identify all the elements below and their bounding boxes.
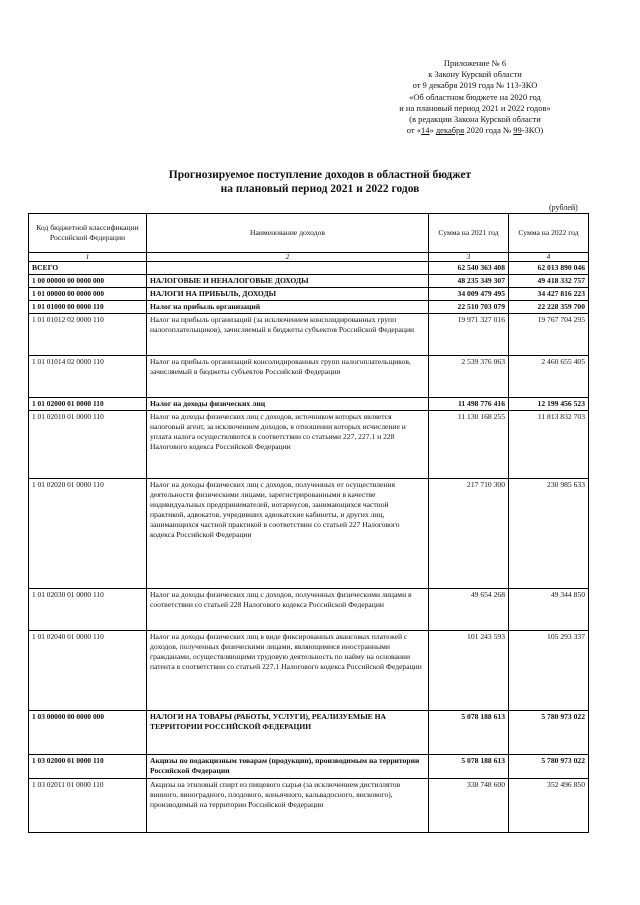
table-row — [29, 288, 589, 301]
header-sum-2021: Сумма на 2021 год — [429, 214, 509, 253]
table-row — [29, 711, 589, 755]
row-value-2022: 34 427 816 223 — [509, 288, 589, 301]
row-code: 1 01 02040 01 0000 110 — [29, 631, 147, 711]
units-label: (рублей) — [549, 203, 578, 212]
edition-mid: » — [429, 125, 436, 136]
header-sum-2022: Сумма на 2022 год — [509, 214, 589, 253]
edition-month: декабря — [435, 125, 465, 136]
document-title — [60, 168, 580, 196]
table-row — [29, 398, 589, 411]
appendix-line: и на плановый период 2021 и 2022 годов» — [399, 102, 551, 113]
edition-suffix: -ЗКО) — [521, 125, 544, 136]
appendix-block — [360, 58, 590, 136]
row-value-2021: 62 540 363 408 — [429, 262, 509, 275]
row-name: НАЛОГИ НА ПРИБЫЛЬ, ДОХОДЫ — [147, 288, 429, 301]
row-name: Налог на доходы физических лиц — [147, 398, 429, 411]
edition-year: 2020 года № — [464, 125, 514, 136]
row-name: Налог на доходы физических лиц в виде фиксированных авансовых платежей с доходов, полученных физическими лицами, являющимися иностранными гражданами, осуществляющими трудовую деятельность по найму на основании патента в соответствии со статьей 227.1 Налогового кодекса Российской Федерации — [147, 631, 429, 711]
appendix-edition-line — [360, 125, 590, 136]
row-value-2022: 352 496 850 — [509, 779, 589, 833]
revenue-table — [28, 213, 589, 833]
row-code: 1 01 01014 02 0000 110 — [29, 356, 147, 398]
row-name: Налог на доходы физических лиц с доходов, полученных физическими лицами в соответствии со статьей 228 Налогового кодекса Российской Федерации — [147, 589, 429, 631]
row-value-2021: 34 009 479 495 — [429, 288, 509, 301]
row-value-2021: 101 243 593 — [429, 631, 509, 711]
row-name: Налог на доходы физических лиц с доходов, полученных от осуществления деятельности физическими лицами, зарегистрированными в качестве индивидуальных предпринимателей, нотариусов, занимающихся частной практикой, адвокатов, учредивших адвокатские кабинеты, и других лиц, занимающихся частной практикой в соответствии со статьей 227 Налогового кодекса Российской Федерации — [147, 479, 429, 589]
header-code: Код бюджетной классификации Российской Федерации — [29, 214, 147, 253]
row-value-2022: 2 460 655 405 — [509, 356, 589, 398]
row-code: 1 01 01000 00 0000 110 — [29, 301, 147, 314]
row-code: 1 01 02000 01 0000 110 — [29, 398, 147, 411]
row-name: Налог на прибыль организаций консолидированных групп налогоплательщиков, зачисляемый в бюджеты субъектов Российской Федерации — [147, 356, 429, 398]
row-name: Налог на прибыль организаций (за исключением консолидированных групп налогоплательщиков), зачисляемый в бюджеты субъектов Российской Федерации — [147, 314, 429, 356]
appendix-line: от 9 декабря 2019 года № 113-ЗКО — [412, 80, 538, 91]
column-number: 1 — [29, 253, 147, 262]
row-code: 1 01 02030 01 0000 110 — [29, 589, 147, 631]
row-code: 1 01 02020 01 0000 110 — [29, 479, 147, 589]
table-row — [29, 411, 589, 479]
table-row — [29, 356, 589, 398]
row-value-2022: 5 780 973 022 — [509, 755, 589, 779]
row-value-2022: 62 013 890 046 — [509, 262, 589, 275]
row-value-2022: 105 293 337 — [509, 631, 589, 711]
row-value-2022: 11 813 832 703 — [509, 411, 589, 479]
appendix-line: к Закону Курской области — [428, 69, 522, 80]
table-row — [29, 589, 589, 631]
row-code: 1 01 00000 00 0000 000 — [29, 288, 147, 301]
row-code: ВСЕГО — [29, 262, 147, 275]
header-name: Наименование доходов — [147, 214, 429, 253]
appendix-line: «Об областном бюджете на 2020 год — [409, 91, 541, 102]
table-row — [29, 779, 589, 833]
row-code: 1 03 02000 01 0000 110 — [29, 755, 147, 779]
table-row-total — [29, 262, 589, 275]
table-row — [29, 275, 589, 288]
row-name: НАЛОГИ НА ТОВАРЫ (РАБОТЫ, УСЛУГИ), РЕАЛИЗУЕМЫЕ НА ТЕРРИТОРИИ РОССИЙСКОЙ ФЕДЕРАЦИИ — [147, 711, 429, 755]
row-value-2022: 19 767 704 295 — [509, 314, 589, 356]
row-value-2022: 5 780 973 022 — [509, 711, 589, 755]
appendix-line: (в редакции Закона Курской области — [409, 114, 541, 125]
edition-day: 14 — [420, 125, 430, 136]
table-row — [29, 755, 589, 779]
table-row — [29, 631, 589, 711]
row-name: Акцизы на этиловый спирт из пищевого сырья (за исключением дистиллятов винного, виноградного, плодового, коньячного, кальвадосного, вискового), производимый на территории Российской Федерации — [147, 779, 429, 833]
row-code: 1 03 02011 01 0000 110 — [29, 779, 147, 833]
row-value-2021: 11 498 776 416 — [429, 398, 509, 411]
row-value-2021: 19 971 327 016 — [429, 314, 509, 356]
title-line-1: Прогнозируемое поступление доходов в областной бюджет — [168, 169, 472, 181]
row-value-2022: 49 344 850 — [509, 589, 589, 631]
column-number: 3 — [429, 253, 509, 262]
row-value-2021: 338 748 600 — [429, 779, 509, 833]
edition-number: 99 — [513, 125, 522, 136]
column-number-row — [29, 253, 589, 262]
row-name: Налог на прибыль организаций — [147, 301, 429, 314]
row-code: 1 00 00000 00 0000 000 — [29, 275, 147, 288]
row-code: 1 03 00000 00 0000 000 — [29, 711, 147, 755]
row-value-2022: 22 228 359 700 — [509, 301, 589, 314]
row-value-2022: 12 199 456 523 — [509, 398, 589, 411]
row-value-2021: 5 078 188 613 — [429, 755, 509, 779]
row-name: НАЛОГОВЫЕ И НЕНАЛОГОВЫЕ ДОХОДЫ — [147, 275, 429, 288]
row-value-2021: 217 710 300 — [429, 479, 509, 589]
title-line-2: на плановый период 2021 и 2022 годов — [220, 183, 420, 195]
column-number: 2 — [147, 253, 429, 262]
table-row — [29, 479, 589, 589]
appendix-line: Приложение № 6 — [443, 58, 507, 68]
row-value-2021: 48 235 349 307 — [429, 275, 509, 288]
row-code: 1 01 02010 01 0000 110 — [29, 411, 147, 479]
row-name — [147, 262, 429, 275]
row-value-2021: 5 078 188 613 — [429, 711, 509, 755]
row-value-2021: 22 510 703 079 — [429, 301, 509, 314]
row-value-2022: 230 985 633 — [509, 479, 589, 589]
row-value-2022: 49 418 332 757 — [509, 275, 589, 288]
row-code: 1 01 01012 02 0000 110 — [29, 314, 147, 356]
row-name: Акцизы по подакцизным товарам (продукции), производимым на территории Российской Федерации — [147, 755, 429, 779]
table-row — [29, 301, 589, 314]
column-number: 4 — [509, 253, 589, 262]
row-name: Налог на доходы физических лиц с доходов, источником которых является налоговый агент, за исключением доходов, в отношении которых исчисление и уплата налога осуществляются в соответствии со статьями 227, 227.1 и 228 Налогового кодекса Российской Федерации — [147, 411, 429, 479]
table-row — [29, 314, 589, 356]
row-value-2021: 49 654 268 — [429, 589, 509, 631]
table-header-row — [29, 214, 589, 253]
edition-prefix: от « — [406, 125, 421, 136]
row-value-2021: 2 539 376 063 — [429, 356, 509, 398]
row-value-2021: 11 130 168 255 — [429, 411, 509, 479]
